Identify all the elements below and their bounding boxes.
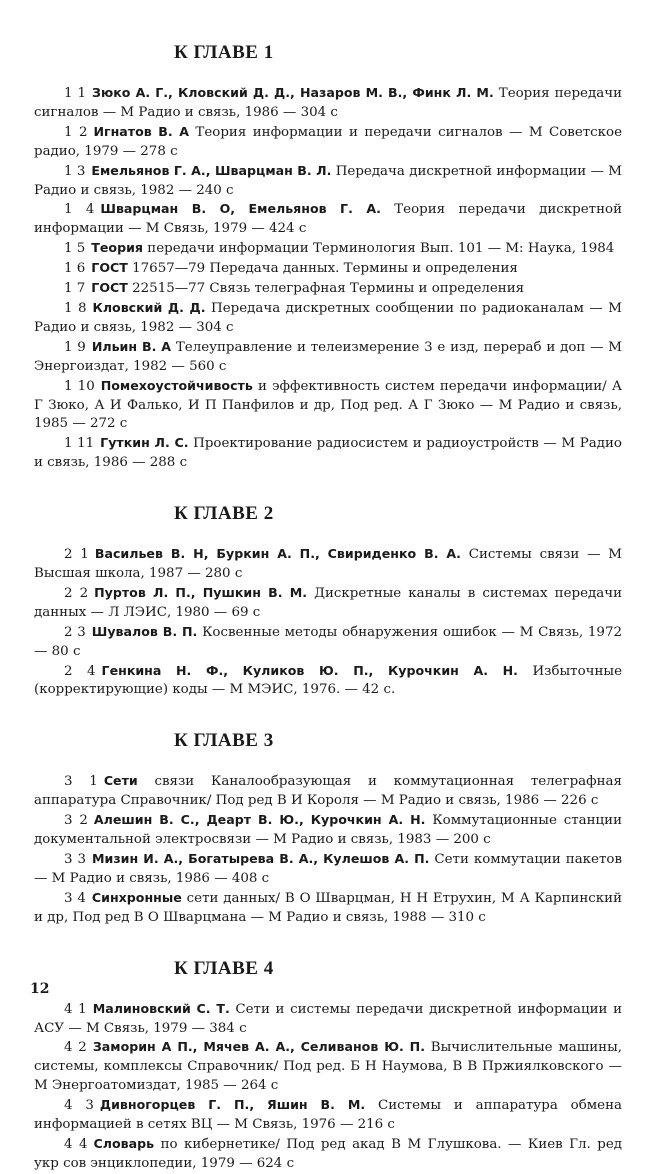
reference-item: 1 3 Емельянов Г. А., Шварцман В. Л. Передача дискретной информации — М Радио и связь, 1982 — 240 с: [34, 162, 623, 198]
chapter-1-heading: К ГЛАВЕ 1: [174, 42, 274, 63]
reference-item: 3 2 Алешин В. С., Деарт В. Ю., Курочкин А. Н. Коммутационные станции документальной электросвязи — М Радио и связь, 1983 — 200 с: [34, 812, 623, 848]
chapter-3-references: [34, 772, 622, 927]
reference-item: 2 2 Пуртов Л. П., Пушкин В. М. Дискретные каналы в системах передачи данных — Л ЛЭИС, 1980 — 69 с: [34, 584, 622, 620]
reference-item: 1 11 Гуткин Л. С. Проектирование радиосистем и радиоустройств — М Радио и связь, 1986 — 288 с: [34, 435, 622, 471]
reference-item: 2 3 Шувалов В. П. Косвенные методы обнаружения ошибок — М Связь, 1972 — 80 с: [34, 623, 622, 659]
reference-item: 4 4 Словарь по кибернетике/ Под ред акад В М Глушкова. — Киев Гл. ред укр сов энциклопедии, 1979 — 624 с: [34, 1135, 622, 1171]
reference-item: 1 4 Шварцман В. О, Емельянов Г. А. Теория передачи дискретной информации — М Связь, 1979 — 424 с: [34, 201, 622, 237]
reference-item: 1 7 ГОСТ 22515—77 Связь телеграфная Термины и определения: [64, 280, 525, 297]
chapter-2-references: [34, 545, 622, 700]
reference-item: 4 1 Малиновский С. Т. Сети и системы передачи дискретной информации и АСУ — М Связь, 1979 — 384 с: [34, 1000, 623, 1036]
chapter-2-heading: К ГЛАВЕ 2: [174, 503, 274, 525]
chapter-4-heading: К ГЛАВЕ 4: [174, 957, 274, 979]
page-number: 12: [30, 981, 50, 997]
reference-item: 2 4 Генкина Н. Ф., Куликов Ю. П., Курочкин А. Н. Избыточные (корректирующие) коды — М МЭИС, 1976. — 42 с.: [34, 662, 623, 698]
bibliography-page: [34, 0, 622, 1174]
chapter-3-heading: К ГЛАВЕ 3: [174, 730, 274, 752]
reference-item: 1 6 ГОСТ 17657—79 Передача данных. Термины и определения: [64, 260, 518, 277]
reference-item: 1 2 Игнатов В. А Теория информации и передачи сигналов — М Советское радио, 1979 — 278 с: [34, 123, 623, 159]
reference-item: 1 1 Зюко А. Г., Кловский Д. Д., Назаров М. В., Финк Л. М. Теория передачи сигналов — М Радио и связь, 1986 — 304 с: [34, 85, 622, 120]
reference-item: 1 10 Помехоустойчивость и эффективность систем передачи информации/ А Г Зюко, А И Фалько, И П Панфилов и др, Под ред. А Г Зюко — М Радио и связь, 1985 — 272 с: [34, 377, 622, 432]
reference-item: 1 9 Ильин В. А Телеуправление и телеизмерение 3 е изд, перераб и доп — М Энергоиздат, 1982 — 560 с: [34, 338, 623, 374]
reference-item: 4 2 Заморин А П., Мячев А. А., Селиванов Ю. П. Вычислительные машины, системы, комплексы Справочник/ Под ред. Б Н Наумова, В В Пржиялковского — М Энергоатомиздат, 1985 — 264 с: [34, 1039, 622, 1094]
chapter-4-references: [34, 1000, 622, 1174]
reference-item: 3 1 Сети связи Каналообразующая и коммутационная телеграфная аппаратура Справочник/ Под ред В И Короля — М Радио и связь, 1986 — 226 с: [34, 773, 622, 809]
reference-item: 3 4 Синхронные сети данных/ В О Шварцман, Н Н Етрухин, М А Карпинский и др, Под ред В О Шварцмана — М Радио и связь, 1988 — 310 с: [34, 889, 622, 925]
reference-item: 4 3 Дивногорцев Г. П., Яшин В. М. Системы и аппаратура обмена информацией в сетях ВЦ — М Связь, 1976 — 216 с: [34, 1097, 623, 1133]
reference-item: 1 8 Кловский Д. Д. Передача дискретных сообщении по радиоканалам — М Радио и связь, 1982 — 304 с: [34, 299, 623, 335]
reference-item: 3 3 Мизин И. А., Богатырева В. А., Кулешов А. П. Сети коммутации пакетов — М Радио и связь, 1986 — 408 с: [34, 851, 622, 886]
reference-item: 2 1 Васильев В. Н, Буркин А. П., Свириденко В. А. Системы связи — М Высшая школа, 1987 — 280 с: [34, 546, 623, 582]
reference-item: 1 5 Теория передачи информации Терминология Вып. 101 — М: Наука, 1984: [64, 240, 615, 257]
chapter-1-references: [34, 84, 622, 473]
